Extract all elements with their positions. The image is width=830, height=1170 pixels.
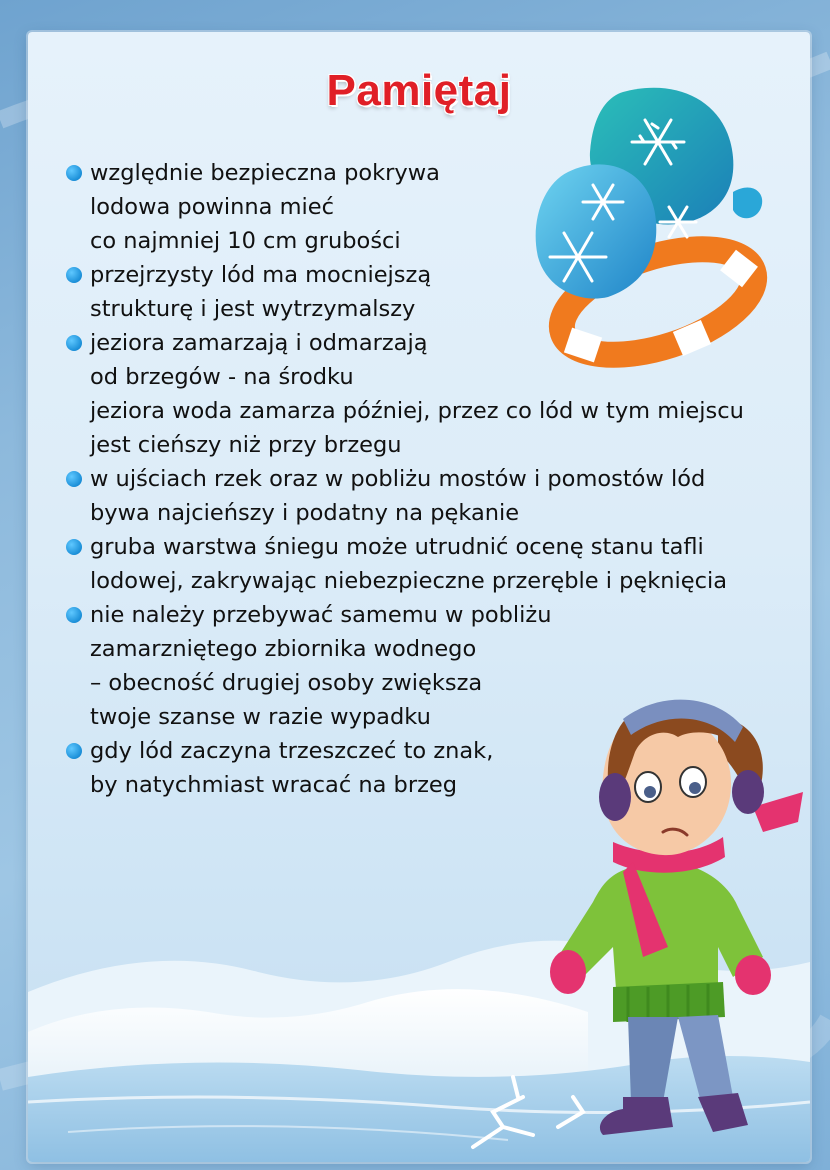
ice-crack-icon (473, 1077, 583, 1147)
tip-item (64, 258, 744, 326)
bullet-icon (66, 335, 82, 351)
tip-item (64, 462, 744, 530)
tip-line: lodowa powinna mieć (90, 194, 334, 220)
tip-item (64, 530, 744, 598)
tip-line: strukturę i jest wytrzymalszy (90, 296, 416, 322)
tip-line: względnie bezpieczna pokrywa (90, 160, 440, 186)
tip-line: co najmniej 10 cm grubości (90, 228, 401, 254)
page-title: Pamiętaj (326, 66, 512, 115)
tip-line: przejrzysty lód ma mocniejszą (90, 262, 432, 288)
tip-line: gruba warstwa śniegu może utrudnić ocenę stanu tafli (90, 534, 704, 560)
bullet-icon (66, 743, 82, 759)
tip-line: od brzegów - na środku (90, 364, 354, 390)
tip-line: w ujściach rzek oraz w pobliżu mostów i pomostów lód (90, 466, 706, 492)
tip-line: twoje szanse w razie wypadku (90, 704, 431, 730)
tip-line: jeziora woda zamarza później, przez co lód w tym miejscu (90, 398, 744, 424)
tip-line: jeziora zamarzają i odmarzają (90, 330, 428, 356)
tip-line: lodowej, zakrywając niebezpieczne przeręble i pęknięcia (90, 568, 728, 594)
bullet-icon (66, 267, 82, 283)
tip-line: gdy lód zaczyna trzeszczeć to znak, (90, 738, 494, 764)
tip-line: bywa najcieńszy i podatny na pękanie (90, 500, 520, 526)
tip-line: jest cieńszy niż przy brzegu (90, 432, 402, 458)
girl-on-ice-illustration (463, 657, 808, 1157)
tip-line: zamarzniętego zbiornika wodnego (90, 636, 477, 662)
tip-item (64, 326, 744, 462)
bullet-icon (66, 165, 82, 181)
bullet-icon (66, 539, 82, 555)
tip-line: – obecność drugiej osoby zwiększa (90, 670, 483, 696)
tip-item (64, 156, 744, 258)
bullet-icon (66, 471, 82, 487)
tip-line: nie należy przebywać samemu w pobliżu (90, 602, 552, 628)
tip-line: by natychmiast wracać na brzeg (90, 772, 458, 798)
bullet-icon (66, 607, 82, 623)
info-card (28, 32, 810, 1162)
